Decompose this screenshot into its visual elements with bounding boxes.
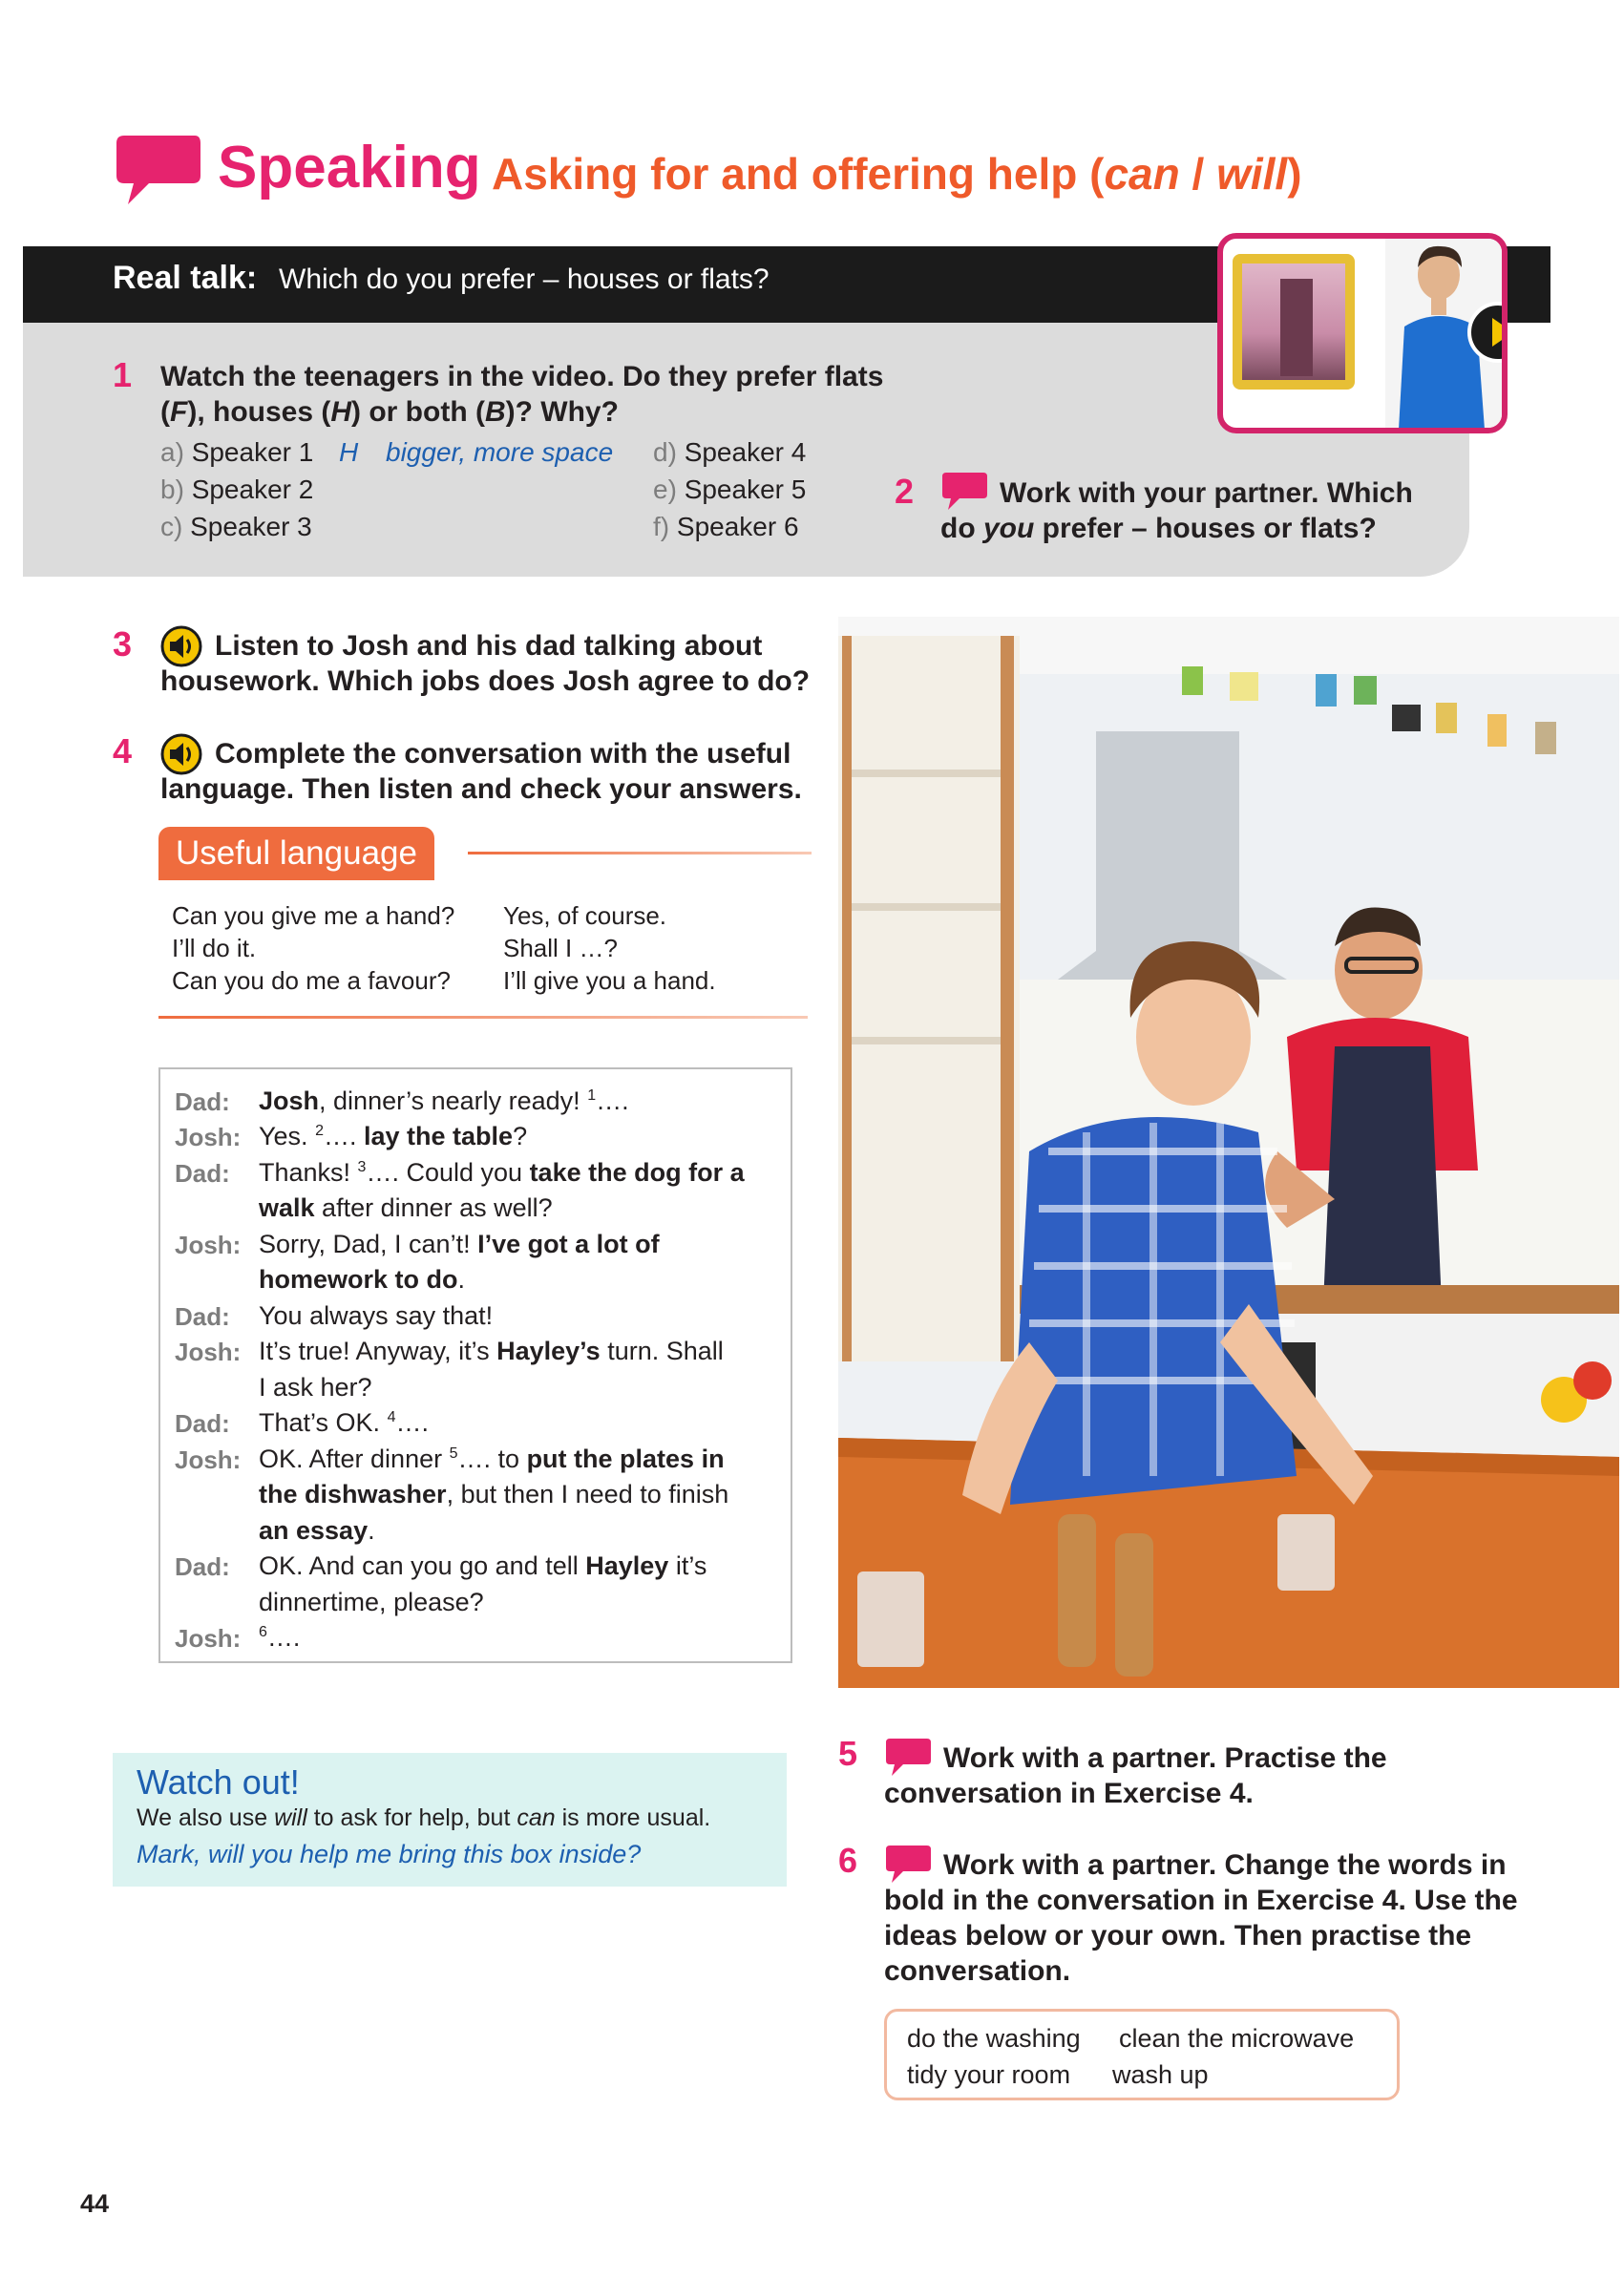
- useful-phrase: Yes, of course.: [503, 901, 667, 930]
- speech-bubble-icon: [884, 1845, 932, 1885]
- conversation-speaker: Dad:: [175, 1302, 230, 1331]
- exercise-6-instruction: bold in the conversation in Exercise 4. Use the: [884, 1885, 1518, 1916]
- conversation-speaker: Dad:: [175, 1087, 230, 1116]
- conversation-line: Yes. $^2$…. lay the table?: [259, 1122, 528, 1150]
- conversation-speaker: Josh:: [175, 1338, 242, 1366]
- real-talk-question: Which do you prefer – houses or flats?: [279, 264, 770, 295]
- divider: [158, 1016, 808, 1019]
- conversation-speaker: Josh:: [175, 1231, 242, 1259]
- conversation-line: OK. After dinner $^5$…. to put the plates in: [259, 1445, 725, 1473]
- exercise-1-instruction: (F), houses (H) or both (B)? Why?: [160, 396, 619, 428]
- exercise-4-instruction: language. Then listen and check your answers.: [160, 773, 802, 805]
- answer-gap[interactable]: ….: [596, 1086, 629, 1115]
- exercise-3-instruction: Listen to Josh and his dad talking about: [215, 630, 763, 662]
- gap-number: 1: [587, 1087, 597, 1104]
- conversation-line: OK. And can you go and tell Hayley it’s: [259, 1551, 707, 1580]
- useful-language-title: Useful language: [158, 827, 434, 880]
- section-subtitle: Asking for and offering help (can / will): [492, 149, 1302, 199]
- conversation-speaker: Josh:: [175, 1624, 242, 1653]
- example-answer-letter: H: [339, 437, 359, 467]
- exercise-6-instruction: Work with a partner. Change the words in: [943, 1849, 1507, 1881]
- conversation-line: Sorry, Dad, I can’t! I’ve got a lot of: [259, 1230, 660, 1258]
- conversation-speaker: Dad:: [175, 1552, 230, 1581]
- conversation-line: Thanks! $^3$…. Could you take the dog for a: [259, 1158, 745, 1187]
- exercise-5-instruction: Work with a partner. Practise the: [943, 1742, 1387, 1774]
- conversation-line: homework to do.: [259, 1265, 466, 1294]
- exercise-2-instruction: do you prefer – houses or flats?: [940, 513, 1377, 544]
- exercise-2-number: 2: [895, 472, 915, 511]
- speech-bubble-icon: [884, 1738, 932, 1778]
- conversation-speaker: Dad:: [175, 1409, 230, 1438]
- answer-gap[interactable]: ….: [395, 1408, 429, 1437]
- speaker-item: d) Speaker 4: [653, 437, 807, 467]
- conversation-line: dinnertime, please?: [259, 1588, 484, 1616]
- section-title: Speaking: [218, 135, 481, 200]
- answer-gap[interactable]: ….: [366, 1158, 399, 1187]
- useful-phrase: Can you give me a hand?: [172, 901, 455, 930]
- gap-number: 3: [357, 1159, 367, 1175]
- speaker-item: f) Speaker 6: [653, 512, 799, 541]
- exercise-6-instruction: ideas below or your own. Then practise the: [884, 1920, 1472, 1951]
- conversation-line: walk after dinner as well?: [259, 1193, 553, 1222]
- useful-phrase: Can you do me a favour?: [172, 966, 451, 995]
- gap-number: 6: [259, 1624, 267, 1640]
- speaker-item: c) Speaker 3: [160, 512, 312, 541]
- example-answer-reason: bigger, more space: [386, 437, 614, 467]
- exercise-5-instruction: conversation in Exercise 4.: [884, 1778, 1254, 1809]
- useful-phrase: I’ll give you a hand.: [503, 966, 716, 995]
- exercise-6-number: 6: [838, 1841, 858, 1880]
- exercise-3-instruction: housework. Which jobs does Josh agree to do?: [160, 665, 811, 697]
- video-frame-picture: [1233, 254, 1355, 390]
- useful-phrase: Shall I …?: [503, 934, 618, 962]
- conversation-line: It’s true! Anyway, it’s Hayley’s turn. Shall: [259, 1337, 724, 1365]
- conversation-speaker: Dad:: [175, 1159, 230, 1188]
- exercise-1-number: 1: [113, 355, 133, 394]
- idea-item: wash up: [1112, 2060, 1209, 2089]
- useful-phrase: I’ll do it.: [172, 934, 257, 962]
- audio-icon[interactable]: [160, 625, 202, 667]
- exercise-1-instruction: Watch the teenagers in the video. Do they prefer flats: [160, 361, 884, 392]
- answer-gap[interactable]: ….: [323, 1122, 357, 1150]
- kitchen-photo: [838, 617, 1619, 1688]
- exercise-6-instruction: conversation.: [884, 1955, 1071, 1987]
- page-number: 44: [80, 2189, 110, 2218]
- idea-item: clean the microwave: [1119, 2024, 1355, 2053]
- idea-item: tidy your room: [907, 2060, 1071, 2089]
- audio-icon[interactable]: [160, 733, 202, 775]
- watch-out-example: Mark, will you help me bring this box inside?: [137, 1840, 642, 1868]
- conversation-line: That’s OK. $^4$….: [259, 1408, 429, 1437]
- idea-item: do the washing: [907, 2024, 1081, 2053]
- speaker-item: b) Speaker 2: [160, 475, 314, 504]
- video-thumbnail[interactable]: [1217, 233, 1508, 433]
- speech-bubble-icon: [940, 472, 988, 512]
- divider: [468, 852, 812, 854]
- real-talk-label: Real talk:: [113, 260, 258, 296]
- watch-out-text: We also use will to ask for help, but can is more usual.: [137, 1804, 711, 1831]
- conversation-line: Josh, dinner’s nearly ready! $^1$….: [259, 1086, 629, 1115]
- conversation-line: I ask her?: [259, 1373, 372, 1402]
- gap-number: 5: [449, 1445, 458, 1462]
- speaker-item: e) Speaker 5: [653, 475, 807, 504]
- answer-gap[interactable]: ….: [457, 1445, 492, 1473]
- speaker-item: a) Speaker 1: [160, 437, 314, 467]
- answer-gap[interactable]: ….: [266, 1623, 301, 1652]
- gap-number: 4: [387, 1409, 396, 1425]
- conversation-speaker: Josh:: [175, 1123, 242, 1151]
- exercise-5-number: 5: [838, 1734, 858, 1773]
- conversation-line: an essay.: [259, 1516, 375, 1545]
- conversation-line: the dishwasher, but then I need to finish: [259, 1480, 729, 1508]
- speech-bubble-icon: [115, 134, 202, 208]
- watch-out-title: Watch out!: [137, 1762, 300, 1802]
- conversation-speaker: Josh:: [175, 1445, 242, 1474]
- exercise-4-number: 4: [113, 731, 133, 770]
- exercise-3-number: 3: [113, 624, 133, 664]
- gap-number: 2: [315, 1123, 324, 1139]
- exercise-4-instruction: Complete the conversation with the useful: [215, 738, 791, 770]
- exercise-2-instruction: Work with your partner. Which: [1000, 477, 1413, 509]
- conversation-line: You always say that!: [259, 1301, 494, 1330]
- conversation-line: [259, 1623, 300, 1653]
